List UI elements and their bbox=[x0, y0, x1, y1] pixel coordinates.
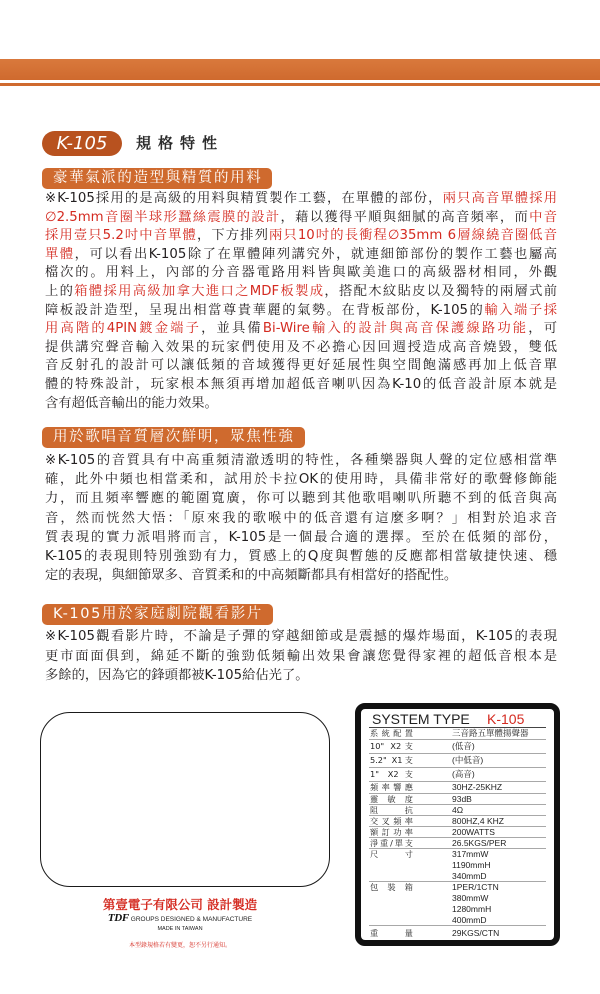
spec-value-line: 200WATTS bbox=[452, 826, 495, 837]
spec-value-line: 800HZ,4 KHZ bbox=[452, 815, 504, 826]
spec-row bbox=[369, 754, 546, 768]
spec-label: 尺寸 bbox=[370, 849, 413, 859]
spec-value bbox=[452, 827, 495, 838]
spec-value bbox=[452, 882, 499, 926]
spec-label: 系統配置 bbox=[370, 728, 413, 738]
body-text-line bbox=[45, 246, 557, 265]
highlight-text: 單體 bbox=[45, 246, 75, 262]
spec-row bbox=[369, 816, 546, 827]
spec-change-notice: 本型錄規格若有變更，恕不另行通知。 bbox=[128, 942, 231, 949]
text-segment: 定的表現，與細節眾多、音質柔和的中高頻斷都具有相當好的搭配性。 bbox=[45, 568, 458, 584]
spec-value-line: 26.5KGS/PER bbox=[452, 837, 507, 848]
spec-value bbox=[452, 816, 504, 827]
spec-label: 1" X2支 bbox=[370, 769, 413, 779]
section-heading-materials: 豪華氣派的造型與精質的用料 bbox=[42, 168, 272, 189]
text-segment: 音反射孔的設計可以讓低頻的音域獲得更好延展性與空間飽滿感再加上低音單 bbox=[45, 358, 557, 374]
spec-row bbox=[369, 782, 546, 794]
body-text-line bbox=[45, 566, 557, 585]
product-image-placeholder bbox=[40, 712, 330, 887]
body-text-line bbox=[45, 666, 557, 686]
spec-label: 阻抗 bbox=[370, 804, 413, 815]
highlight-text: 輸入端子採 bbox=[484, 302, 557, 318]
spec-label: 頻率響應 bbox=[370, 782, 413, 792]
body-text-line bbox=[45, 489, 557, 508]
text-segment: 多餘的，因為它的鋒頭都被K-105給佔光了。 bbox=[45, 668, 309, 683]
body-text-line bbox=[45, 357, 557, 376]
text-segment: 確，此外中頻也相當柔和，試用於卡拉OK的使用時，具備非常好的歌聲修飾能 bbox=[45, 472, 557, 488]
spec-row bbox=[369, 740, 546, 754]
made-in-label: MADE IN TAIWAN bbox=[157, 926, 203, 932]
spec-label: 靈敏度 bbox=[370, 793, 413, 804]
tdf-logo-mark: TDF bbox=[107, 912, 129, 924]
top-orange-band bbox=[0, 59, 600, 80]
spec-value bbox=[452, 928, 499, 939]
spec-title: SYSTEM TYPE bbox=[372, 711, 470, 727]
spec-row bbox=[369, 827, 546, 838]
spec-row bbox=[369, 838, 546, 849]
text-segment: ※K-105觀看影片時，不論是子彈的穿越細節或是震撼的爆炸場面，K-105的表現 bbox=[45, 629, 557, 644]
company-brand-line bbox=[90, 913, 270, 925]
spec-value-line: 340mmD bbox=[452, 871, 487, 881]
page-title: 規格特性 bbox=[136, 134, 225, 152]
text-segment: 上的 bbox=[45, 283, 75, 299]
spec-label: 5.2" X1支 bbox=[370, 755, 413, 765]
spec-value bbox=[452, 805, 463, 816]
spec-row bbox=[369, 794, 546, 805]
spec-value bbox=[452, 794, 472, 805]
highlight-text: ∅2.5mm音圈半球形蠶絲震膜的設計 bbox=[45, 209, 281, 225]
spec-value-line: 93dB bbox=[452, 793, 472, 804]
text-segment: ※K-105採用的是高級的用料與精質製作工藝，在單體的部份， bbox=[45, 191, 443, 206]
spec-value bbox=[452, 741, 475, 752]
company-tagline: GROUPS DESIGNED & MANUFACTURE bbox=[130, 916, 253, 923]
body-text-line bbox=[45, 320, 557, 339]
text-segment: ，並具備 bbox=[201, 321, 263, 337]
text-segment: 提供講究聲音輸入效果的玩家們使用及不必擔心因回週授造成高音燒毀，雙低 bbox=[45, 339, 557, 355]
highlight-text: Bi-Wire輸入的設計與高音保護線路功能 bbox=[262, 321, 529, 337]
text-segment: K-105的表現則特別強勁有力，質感上的Q度與暫態的反應都相當敏捷快速、穩 bbox=[45, 549, 557, 565]
text-segment: 檔次的。用料上，內部的分音器電路用料皆與歐美進口的高級器材相同，外觀 bbox=[45, 265, 557, 281]
spec-value bbox=[452, 755, 483, 766]
spec-table bbox=[355, 703, 560, 946]
model-badge: K-105 bbox=[42, 131, 122, 156]
text-segment: 音，然而恍然大悟：「原來我的歌喉中的低音還有這麼多啊？」相對於追求音 bbox=[45, 510, 557, 526]
text-segment: 體的特殊設計，玩家根本無須再增加超低音喇叭因為K-10的低音設計原本就是 bbox=[45, 376, 557, 392]
body-text-line bbox=[45, 209, 557, 228]
spec-label: 重量 bbox=[370, 927, 413, 938]
spec-value-line: (高音) bbox=[452, 769, 475, 779]
spec-label: 10" X2支 bbox=[370, 741, 413, 751]
spec-row bbox=[369, 805, 546, 816]
text-segment: 障板設計造型，呈現出相當尊貴華麗的氣勢。在背板部份，K-105的 bbox=[45, 302, 485, 318]
highlight-text: 兩只高音單體採用 bbox=[442, 191, 557, 206]
section-heading-singing: 用於歌唱音質層次鮮明，眾焦性強 bbox=[42, 427, 305, 448]
company-block bbox=[90, 897, 270, 950]
body-text-line bbox=[45, 376, 557, 395]
spec-value-line: (中低音) bbox=[452, 755, 484, 765]
body-text-line bbox=[45, 528, 557, 547]
body-text-line bbox=[45, 509, 557, 528]
body-text-line bbox=[45, 627, 557, 647]
spec-rows bbox=[369, 728, 546, 940]
text-segment: ，藉以獲得平順與細膩的高音頻率，而 bbox=[280, 209, 530, 225]
text-segment: 力，而且頻率響應的範圍寬廣，你可以聽到其他歌唱喇叭所聽不到的低音與高 bbox=[45, 491, 557, 507]
section-body-singing bbox=[45, 451, 557, 585]
spec-value bbox=[452, 769, 475, 780]
spec-value-line: 三音路五單體揚聲器 bbox=[452, 728, 529, 738]
text-segment: ，可以看出K-105除了在單體陣列講究外，就連細節部份的製作工藝也屬高 bbox=[74, 246, 557, 262]
section-heading-home-theater: K-105用於家庭劇院觀看影片 bbox=[42, 604, 273, 625]
body-text-line bbox=[45, 395, 557, 414]
spec-model: K-105 bbox=[487, 711, 525, 727]
text-segment: ※K-105的音質具有中高重頻清澈透明的特性，各種樂器與人聲的定位感相當準 bbox=[45, 453, 557, 468]
spec-value bbox=[452, 838, 506, 849]
spec-value-line: 317mmW bbox=[452, 849, 489, 859]
spec-row bbox=[369, 768, 546, 782]
body-text-line bbox=[45, 339, 557, 358]
spec-label: 包裝箱 bbox=[370, 882, 413, 892]
spec-value-line: 380mmW bbox=[452, 893, 489, 903]
text-segment: 含有超低音輸出的能力效果。 bbox=[45, 395, 218, 411]
text-segment: ，可 bbox=[528, 321, 558, 337]
spec-row bbox=[369, 926, 546, 940]
highlight-text: 中音 bbox=[529, 209, 558, 225]
highlight-text: 採用壹只5.2吋中音單體 bbox=[45, 228, 197, 244]
spec-value-line: 1280mmH bbox=[452, 904, 492, 914]
body-text-line bbox=[45, 302, 557, 321]
spec-label: 淨重/單支 bbox=[370, 837, 413, 848]
spec-label: 交叉頻率 bbox=[370, 815, 413, 826]
body-text-line bbox=[45, 451, 557, 470]
body-text-line bbox=[45, 227, 557, 246]
body-text-line bbox=[45, 264, 557, 283]
text-segment: ，下方排列 bbox=[196, 228, 270, 244]
spec-value-line: (低音) bbox=[452, 741, 475, 751]
highlight-text: 兩只10吋的長衝程∅35mm 6層線繞音圈低音 bbox=[269, 228, 558, 244]
section-body-materials bbox=[45, 190, 557, 413]
highlight-text: 用高階的4PIN鍍金端子 bbox=[45, 321, 202, 337]
body-text-line bbox=[45, 190, 557, 209]
spec-value bbox=[452, 782, 502, 793]
spec-value-line: 29KGS/CTN bbox=[452, 927, 500, 938]
spec-value bbox=[452, 849, 491, 882]
top-orange-rule bbox=[0, 83, 600, 86]
highlight-text: 箱體採用高級加拿大進口之MDF板製成 bbox=[74, 283, 325, 299]
section-body-home-theater bbox=[45, 627, 557, 686]
spec-value-line: 400mmD bbox=[452, 915, 487, 925]
spec-row bbox=[369, 882, 546, 926]
spec-value-line: 30HZ-25KHZ bbox=[452, 782, 503, 792]
text-segment: ，搭配木紋貼皮以及獨特的兩層式前 bbox=[324, 283, 558, 299]
body-text-line bbox=[45, 283, 557, 302]
body-text-line bbox=[45, 547, 557, 566]
spec-value-line: 4Ω bbox=[452, 804, 464, 815]
body-text-line bbox=[45, 470, 557, 489]
spec-label: 額訂功率 bbox=[370, 826, 413, 837]
spec-value-line: 1190mmH bbox=[452, 860, 491, 870]
spec-row bbox=[369, 728, 546, 740]
spec-row bbox=[369, 849, 546, 882]
text-segment: 更市面面俱到，綿延不斷的強勁低頻輸出效果會讓您覺得家裡的超低音根本是 bbox=[45, 648, 557, 664]
body-text-line bbox=[45, 647, 557, 667]
company-name: 第壹電子有限公司 設計製造 bbox=[102, 897, 258, 912]
text-segment: 質表現的實力派唱將而言，K-105是一個最合適的選擇。至於在低頻的部份， bbox=[45, 529, 557, 545]
spec-value-line: 1PER/1CTN bbox=[452, 882, 499, 892]
spec-value bbox=[452, 728, 529, 739]
